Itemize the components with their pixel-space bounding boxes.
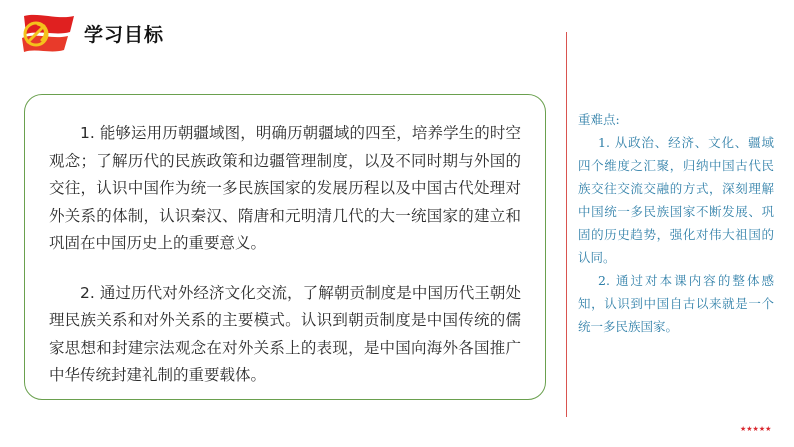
- key-points-panel: [578, 108, 774, 338]
- key-point-1: 1. 从政治、经济、文化、疆域四个维度之汇聚，归纳中国古代民族交往交流交融的方式，深刻理解中国统一多民族国家不断发展、巩固的历史趋势，强化对伟大祖国的认同。: [578, 135, 774, 265]
- objective-paragraph-2: 2. 通过历代对外经济文化交流，了解朝贡制度是中国历代王朝处理民族关系和对外关系的主要模式。认识到朝贡制度是中国传统的儒家思想和封建宗法观念在对外关系上的表现，是中国向海外各国推广中华传统封建礼制的重要载体。: [49, 283, 521, 384]
- objective-paragraph-1: 1. 能够运用历朝疆域图，明确历朝疆域的四至，培养学生的时空观念；了解历代的民族政策和边疆管理制度，以及不同时期与外国的交往，认识中国作为统一多民族国家的发展历程以及中国古代处理对外关系的体制，认识秦汉、隋唐和元明清几代的大一统国家的建立和巩固在中国历史上的重要意义。: [49, 124, 521, 252]
- key-point-2: 2. 通过对本课内容的整体感知，认识到中国自古以来就是一个统一多民族国家。: [578, 273, 774, 334]
- key-points-heading: 重难点:: [578, 112, 620, 127]
- page-title: 学习目标: [84, 24, 165, 46]
- party-emblem-flag-icon: [18, 10, 78, 58]
- stars-decoration: ★★★★★: [740, 425, 772, 433]
- objectives-box: [24, 94, 546, 400]
- vertical-divider: [566, 32, 567, 417]
